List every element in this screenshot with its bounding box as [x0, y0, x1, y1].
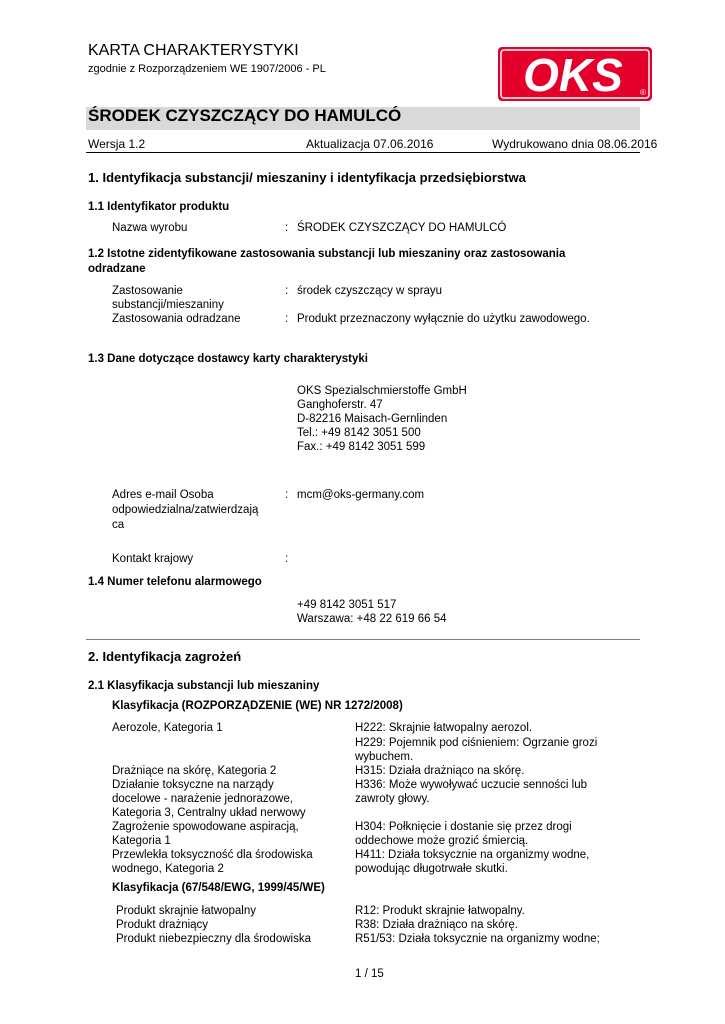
hazard-statement: wybuchem.: [355, 751, 414, 763]
product-name-value: ŚRODEK CZYSZCZĄCY DO HAMULCÓ: [297, 222, 507, 234]
dsd-class: Produkt skrajnie łatwopalny: [116, 905, 256, 917]
section-divider: [86, 639, 640, 640]
supplier-line: OKS Spezialschmierstoffe GmbH: [297, 385, 467, 397]
hazard-class: Zagrożenie spowodowane aspiracją,: [112, 821, 299, 833]
risk-phrase: R38: Działa drażniąco na skórę.: [355, 919, 518, 931]
use-value: środek czyszczący w sprayu: [297, 285, 443, 297]
section-1-2-heading-cont: odradzane: [88, 263, 146, 275]
hazard-class: Przewlekła toksyczność dla środowiska: [112, 849, 313, 861]
hazard-class: Kategoria 1: [112, 835, 171, 847]
email-label-cont: ca: [112, 519, 125, 531]
advised-against-label: Zastosowania odradzane: [112, 313, 241, 325]
section-2-heading: 2. Identyfikacja zagrożeń: [88, 649, 242, 664]
product-title: ŚRODEK CZYSZCZĄCY DO HAMULCÓ: [88, 106, 402, 125]
hazard-class: wodnego, Kategoria 2: [112, 863, 224, 875]
risk-phrase: R51/53: Działa toksycznie na organizmy wodne;: [355, 933, 600, 945]
colon: :: [285, 285, 289, 297]
colon: :: [285, 553, 289, 565]
section-1-heading: 1. Identyfikacja substancji/ mieszaniny i identyfikacja przedsiębiorstwa: [88, 170, 526, 185]
product-name-label: Nazwa wyrobu: [112, 222, 188, 234]
oks-logo: [498, 47, 652, 101]
logo-text: OKS: [523, 49, 623, 101]
header-divider: [86, 152, 640, 153]
document-subtitle: zgodnie z Rozporządzeniem WE 1907/2006 - PL: [88, 63, 326, 75]
hazard-class: Działanie toksyczne na narządy: [112, 779, 274, 791]
email-label-cont: odpowiedzialna/zatwierdzają: [112, 504, 259, 516]
print-date: Wydrukowano dnia 08.06.2016: [492, 137, 658, 151]
use-label: Zastosowanie: [112, 285, 183, 297]
hazard-statement: H411: Działa toksycznie na organizmy wodne,: [355, 849, 590, 861]
version-label: Wersja 1.2: [88, 137, 146, 151]
dsd-classification-heading: Klasyfikacja (67/548/EWG, 1999/45/WE): [112, 882, 325, 894]
section-1-2-heading: 1.2 Istotne zidentyfikowane zastosowania substancji lub mieszaniny oraz zastosowania: [88, 248, 566, 260]
hazard-statement: H315: Działa drażniąco na skórę.: [355, 765, 525, 777]
risk-phrase: R12: Produkt skrajnie łatwopalny.: [355, 905, 525, 917]
contact-label: Kontakt krajowy: [112, 553, 194, 565]
email-label: Adres e-mail Osoba: [112, 489, 214, 501]
hazard-statement: H229: Pojemnik pod ciśnieniem: Ogrzanie grozi: [355, 737, 598, 749]
section-1-1-heading: 1.1 Identyfikator produktu: [88, 201, 230, 213]
registered-mark: ®: [640, 88, 646, 97]
dsd-class: Produkt drażniący: [116, 919, 209, 931]
page-number: 1 / 15: [355, 968, 384, 980]
clp-classification-heading: Klasyfikacja (ROZPORZĄDZENIE (WE) NR 1272/2008): [112, 700, 403, 712]
hazard-class: Drażniące na skórę, Kategoria 2: [112, 765, 277, 777]
hazard-statement: oddechowe może grozić śmiercią.: [355, 835, 529, 847]
update-date: Aktualizacja 07.06.2016: [306, 137, 434, 151]
supplier-line: Fax.: +49 8142 3051 599: [297, 441, 426, 453]
hazard-statement: H222: Skrajnie łatwopalny aerozol.: [355, 722, 533, 734]
section-1-4-heading: 1.4 Numer telefonu alarmowego: [88, 576, 262, 588]
supplier-line: Ganghoferstr. 47: [297, 399, 383, 411]
hazard-class: Aerozole, Kategoria 1: [112, 722, 223, 734]
hazard-statement: powodując długotrwałe skutki.: [355, 863, 508, 875]
colon: :: [285, 222, 289, 234]
supplier-line: Tel.: +49 8142 3051 500: [297, 427, 421, 439]
advised-against-value: Produkt przeznaczony wyłącznie do użytku zawodowego.: [297, 313, 590, 325]
dsd-class: Produkt niebezpieczny dla środowiska: [116, 933, 311, 945]
colon: :: [285, 313, 289, 325]
colon: :: [285, 489, 289, 501]
hazard-class: docelowe - narażenie jednorazowe,: [112, 793, 293, 805]
section-2-1-heading: 2.1 Klasyfikacja substancji lub mieszaniny: [88, 680, 320, 692]
emergency-phone: Warszawa: +48 22 619 66 54: [297, 613, 447, 625]
hazard-statement: H336: Może wywoływać uczucie senności lub: [355, 779, 588, 791]
hazard-statement: zawroty głowy.: [355, 793, 430, 805]
use-label-cont: substancji/mieszaniny: [112, 299, 224, 311]
hazard-class: Kategoria 3, Centralny układ nerwowy: [112, 807, 306, 819]
section-1-3-heading: 1.3 Dane dotyczące dostawcy karty charakterystyki: [88, 353, 368, 365]
email-value: mcm@oks-germany.com: [297, 489, 425, 501]
hazard-statement: H304: Połknięcie i dostanie się przez drogi: [355, 821, 572, 833]
emergency-phone: +49 8142 3051 517: [297, 599, 397, 611]
supplier-line: D-82216 Maisach-Gernlinden: [297, 413, 448, 425]
document-title: KARTA CHARAKTERYSTYKI: [88, 42, 299, 59]
